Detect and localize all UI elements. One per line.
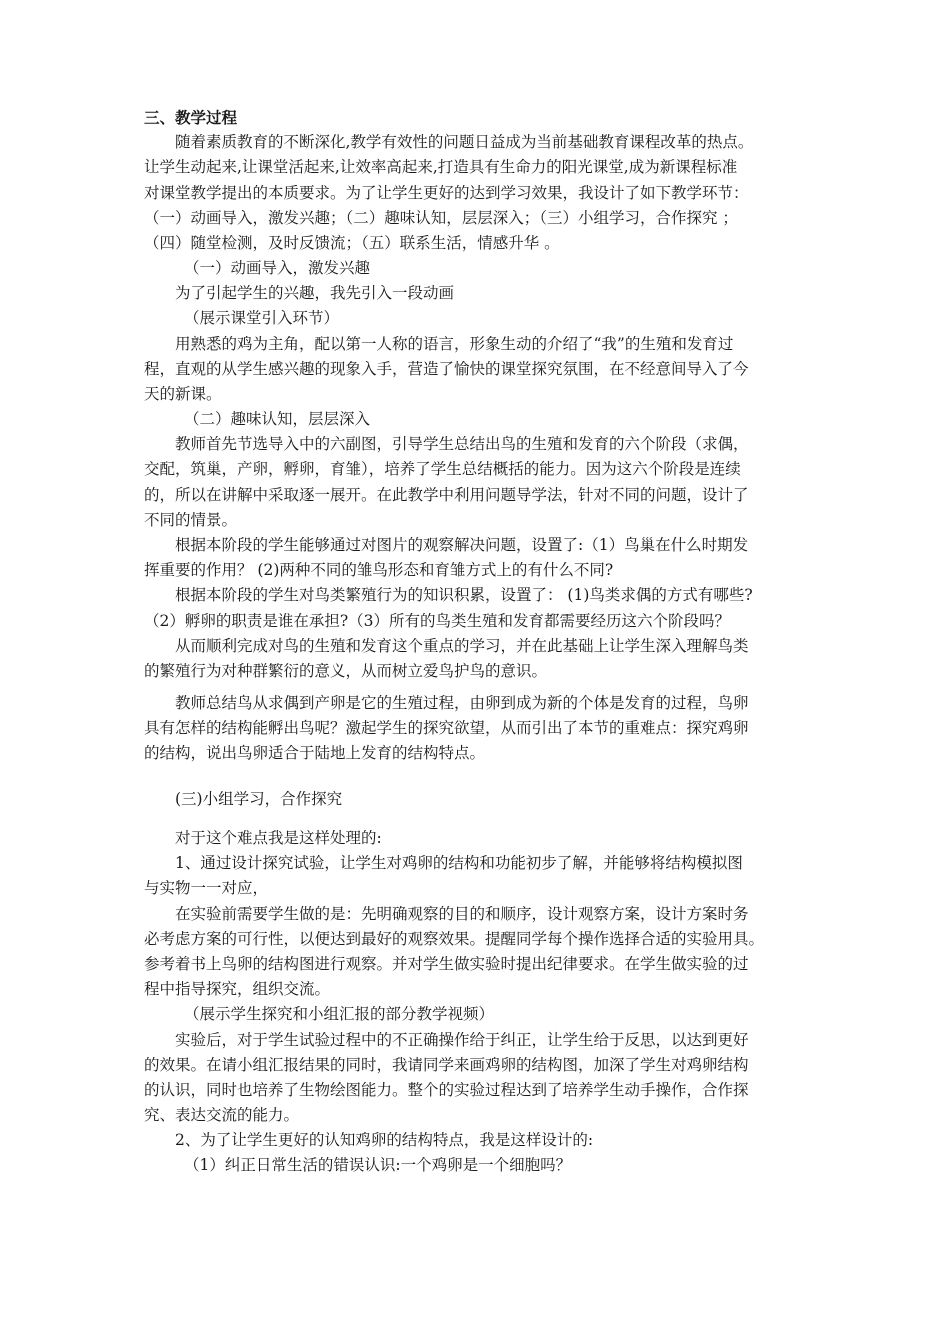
paragraph-line: 的效果。在请小组汇报结果的同时，我请同学来画鸡卵的结构图，加深了学生对鸡卵结构: [144, 1055, 749, 1074]
paragraph-line: 根据本阶段的学生能够通过对图片的观察解决问题，设置了:（1）鸟巢在什么时期发: [175, 535, 749, 554]
paragraph-line: （展示学生探究和小组汇报的部分教学视频）: [184, 1005, 495, 1024]
paragraph-line: 对于这个难点我是这样处理的:: [175, 829, 382, 847]
paragraph-line: 不同的情景。: [144, 510, 238, 529]
paragraph-line: 究、表达交流的能力。: [144, 1106, 300, 1125]
paragraph-line: 根据本阶段的学生对鸟类繁殖行为的知识积累，设置了： (1)鸟类求偶的方式有哪些?: [175, 586, 753, 605]
intro-line: 让学生动起来,让课堂活起来,让效率高起来,打造具有生命力的阳光课堂,成为新课程标准: [144, 158, 738, 177]
paragraph-line: （2）孵卵的职责是谁在承担?（3）所有的鸟类生殖和发育都需要经历这六个阶段吗？: [144, 611, 731, 630]
paragraph-line: 具有怎样的结构能孵出鸟呢？激起学生的探究欲望，从而引出了本节的重难点：探究鸡卵: [144, 719, 749, 738]
part2-summary: [144, 691, 814, 767]
part3-title: (三)小组学习，合作探究: [175, 790, 343, 808]
paragraph-line: 的结构，说出鸟卵适合于陆地上发育的结构特点。: [144, 744, 486, 763]
paragraph-line: 用熟悉的鸡为主角，配以第一人称的语言，形象生动的介绍了“我”的生殖和发育过: [175, 334, 734, 353]
part2-title: （二）趣味认知，层层深入: [184, 410, 371, 428]
paragraph-line: 挥重要的作用？ (2)两种不同的雏鸟形态和育雏方式上的有什么不同?: [144, 561, 614, 580]
paragraph-line: 交配，筑巢，产卵，孵卵，育雏），培养了学生总结概括的能力。因为这六个阶段是连续: [144, 460, 741, 479]
part1-section: [144, 256, 814, 407]
intro-line: 对课堂教学提出的本质要求。为了让学生更好的达到学习效果，我设计了如下教学环节：: [144, 183, 749, 202]
paragraph-line: 为了引起学生的兴趣，我先引入一段动画: [175, 284, 455, 303]
part3-title-block: [144, 787, 814, 812]
paragraph-line: 程，直观的从学生感兴趣的现象入手，营造了愉快的课堂探究氛围，在不经意间导入了今: [144, 359, 749, 378]
intro-line: （四）随堂检测，及时反馈流；（五）联系生活，情感升华 。: [144, 233, 560, 252]
paragraph-line: 程中指导探究，组织交流。: [144, 980, 331, 999]
paragraph-line: 天的新课。: [144, 384, 222, 403]
section-title: 三、教学过程: [144, 108, 238, 127]
paragraph-line: 1、通过设计探究试验，让学生对鸡卵的结构和功能初步了解，并能够将结构模拟图: [175, 854, 743, 873]
paragraph-line: 实验后，对于学生试验过程中的不正确操作给于纠正，让学生给于反思，以达到更好: [175, 1030, 749, 1049]
paragraph-line: 教师总结鸟从求偶到产卵是它的生殖过程，由卵到成为新的个体是发育的过程，鸟卵: [175, 694, 749, 712]
paragraph-line: 2、为了让学生更好的认知鸡卵的结构特点，我是这样设计的:: [175, 1131, 594, 1150]
paragraph-line: 参考着书上鸟卵的结构图进行观察。并对学生做实验时提出纪律要求。在学生做实验的过: [144, 954, 749, 973]
paragraph-line: 教师首先节选导入中的六副图，引导学生总结出鸟的生殖和发育的六个阶段（求偶，: [175, 435, 749, 454]
paragraph-line: 在实验前需要学生做的是：先明确观察的目的和顺序，设计观察方案，设计方案时务: [175, 904, 749, 923]
paragraph-line: 必考虑方案的可行性，以便达到最好的观察效果。提醒同学每个操作选择合适的实验用具。: [144, 929, 765, 948]
paragraph-line: 从而顺利完成对鸟的生殖和发育这个重点的学习，并在此基础上让学生深入理解鸟类: [175, 636, 749, 655]
section-intro: [144, 105, 814, 256]
part3-section: [144, 826, 814, 1179]
paragraph-line: （1）纠正日常生活的错误认识:一个鸡卵是一个细胞吗？: [184, 1156, 572, 1175]
paragraph-line: 的，所以在讲解中采取逐一展开。在此教学中利用问题导学法，针对不同的问题，设计了: [144, 485, 749, 504]
paragraph-line: （展示课堂引入环节）: [184, 309, 340, 328]
paragraph-line: 的繁殖行为对种群繁衍的意义，从而树立爱鸟护鸟的意识。: [144, 661, 548, 680]
paragraph-line: 的认识，同时也培养了生物绘图能力。整个的实验过程达到了培养学生动手操作，合作探: [144, 1080, 749, 1099]
intro-line: 随着素质教育的不断深化,教学有效性的问题日益成为当前基础教育课程改革的热点。: [175, 133, 754, 152]
paragraph-line: 与实物一一对应，: [144, 879, 269, 898]
part2-section: [144, 407, 814, 684]
intro-line: （一）动画导入，激发兴趣；（二）趣味认知，层层深入；（三）小组学习，合作探究 ；: [144, 208, 738, 227]
part1-title: （一）动画导入，激发兴趣: [184, 259, 371, 277]
